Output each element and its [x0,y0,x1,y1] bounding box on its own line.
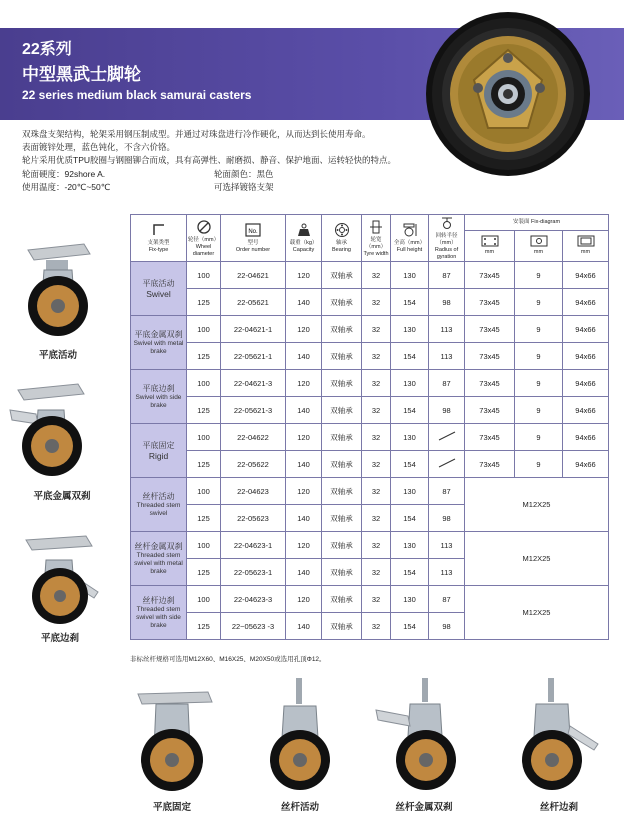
fixtype-en: Rigid [148,450,169,461]
tyre-width-icon [368,219,384,235]
caption-stem-metal-brake: 丝杆金属双刹 [395,802,453,813]
bearing-cell: 双轴承 [322,262,362,289]
capacity-cell: 140 [286,343,322,370]
bearing-icon [334,222,350,238]
height-cell: 154 [391,397,429,424]
unit-mm: mm [484,249,495,256]
height-cell: 130 [391,586,429,613]
plate-size-cell: 94x66 [563,451,609,478]
radius-cell [429,424,465,451]
fixtype-en: Threaded stem swivel with side brake [136,605,181,629]
header-width-label: 轮宽（mm） Tyre width [363,236,389,257]
radius-cell: 87 [429,586,465,613]
fix-size-cell: 73x45 [465,289,515,316]
width-cell: 32 [362,505,391,532]
header-diameter [187,215,221,262]
order-number-cell: 22-04623 [221,478,286,505]
radius-cell: 87 [429,370,465,397]
unit-mm: mm [580,249,591,256]
bearing-cell: 双轴承 [322,370,362,397]
header-height [391,215,429,262]
fix-size-cell: 73x45 [465,424,515,451]
plate-size-cell: 94x66 [563,316,609,343]
caption-rigid: 平底固定 [152,802,191,813]
bolt-hole-cell: 9 [515,289,563,316]
header-radius [429,215,465,262]
table-row [131,316,609,343]
hardness-text: 轮面硬度：92shore A. [22,168,106,179]
order-number-cell: 22-04623-1 [221,532,286,559]
width-cell: 32 [362,289,391,316]
capacity-cell: 120 [286,316,322,343]
stem-swivel-caster-image [262,676,338,792]
order-number-cell: 22-04623-3 [221,586,286,613]
fixtype-cn: 丝杆边刹 [142,595,175,605]
capacity-cell: 120 [286,586,322,613]
unit-mm: mm [533,249,544,256]
order-number-cell: 22-05621-3 [221,397,286,424]
fixtype-en: Swivel [146,288,171,299]
bearing-cell: 双轴承 [322,586,362,613]
fixtype-icon [151,222,167,238]
order-number-cell: 22-05623 [221,505,286,532]
diameter-cell: 125 [187,451,221,478]
order-number-cell: 22-04621 [221,262,286,289]
diameter-cell: 100 [187,370,221,397]
stem-metal-brake-caster-image [374,676,474,792]
bearing-cell: 双轴承 [322,478,362,505]
header-height-label: 全高（mm） Full height [393,240,426,253]
not-applicable-slash-icon [437,458,457,468]
order-number-icon-text: No. [248,229,258,235]
table-row [131,532,609,559]
height-cell: 154 [391,343,429,370]
diameter-icon [196,219,212,235]
bearing-cell: 双轴承 [322,343,362,370]
fix-size-cell: 73x45 [465,397,515,424]
header-order [221,215,286,262]
bolt-hole-cell: 9 [515,397,563,424]
header-bearing-label: 轴承 Bearing [332,240,351,253]
order-number-cell: 22-04621-3 [221,370,286,397]
order-number-cell: 22~05623 -3 [221,613,286,640]
bolt-hole-cell: 9 [515,370,563,397]
stem-side-brake-caster-image [518,676,600,792]
capacity-cell: 120 [286,424,322,451]
capacity-cell: 140 [286,505,322,532]
caption-stem-side-brake: 丝杆边刹 [539,802,578,813]
product-description [22,128,396,194]
height-cell: 154 [391,289,429,316]
order-number-cell: 22-05621 [221,289,286,316]
order-number-cell: 22-04621-1 [221,316,286,343]
order-number-cell: 22-05623-1 [221,559,286,586]
diameter-cell: 100 [187,532,221,559]
not-applicable-slash-icon [437,431,457,441]
height-cell: 130 [391,424,429,451]
table-row [131,262,609,289]
bolt-hole-cell: 9 [515,451,563,478]
fixtype-cn: 平底活动 [142,278,175,288]
thread-spec-cell: M12X25 [465,478,609,532]
width-cell: 32 [362,532,391,559]
diameter-cell: 100 [187,316,221,343]
bearing-cell: 双轴承 [322,316,362,343]
fixtype-en: Swivel with side brake [135,393,182,409]
footnote: 非标丝杆规格可选用M12X60、M16X25、M20X50或选用孔顶Φ12。 [130,656,326,663]
radius-cell: 98 [429,397,465,424]
height-cell: 130 [391,370,429,397]
header-fix-diagram-3 [563,230,609,261]
fix-size-cell: 73x45 [465,370,515,397]
bearing-cell: 双轴承 [322,289,362,316]
order-number-icon [244,222,262,238]
height-cell: 130 [391,532,429,559]
bearing-cell: 双轴承 [322,532,362,559]
table-row [131,424,609,451]
hero-wheel-image [424,10,592,178]
fixtype-cn: 平底边刹 [142,383,175,393]
header-fix-diagram-2 [515,230,563,261]
rigid-caster-image [128,690,216,794]
plating-text: 可选择镀铬支架 [214,181,274,192]
fixtype-cn: 丝杆金属双刹 [134,541,183,551]
radius-cell: 113 [429,532,465,559]
desc-line: 双珠盘支架结构，轮架采用钢压制成型。并通过对珠盘进行冷作硬化，从而达到长使用寿命。 [22,129,371,139]
diameter-cell: 100 [187,586,221,613]
width-cell: 32 [362,343,391,370]
fixtype-cell [131,424,187,478]
table-row [131,289,609,316]
header-bearing [322,215,362,262]
radius-icon [439,215,455,231]
plate-size-cell: 94x66 [563,289,609,316]
desc-line: 轮片采用优质TPU胶圈与钢圈铆合而成，具有高弹性、耐磨损、静音、保护地面、运转轻快的特点。 [22,155,397,166]
bearing-cell: 双轴承 [322,424,362,451]
diameter-cell: 125 [187,505,221,532]
radius-cell: 87 [429,478,465,505]
plate-size-icon [576,235,596,247]
capacity-cell: 120 [286,532,322,559]
fixtype-cn: 丝杆活动 [142,491,175,501]
temperature-text: 使用温度：-20℃~50℃ [22,181,111,192]
capacity-cell: 140 [286,289,322,316]
caption-stem-swivel: 丝杆活动 [280,802,319,813]
series-label: 22系列 [22,41,72,58]
height-cell: 154 [391,505,429,532]
weight-icon [296,222,312,238]
plate-size-cell: 94x66 [563,370,609,397]
table-row [131,451,609,478]
header-capacity-label: 载重（kg） Capacity [289,240,318,253]
fixtype-cell [131,262,187,316]
fixtype-cell [131,586,187,640]
diameter-cell: 125 [187,397,221,424]
header-fix-diagram-1 [465,230,515,261]
thread-spec-cell: M12X25 [465,586,609,640]
header-order-label: 型号 Order number [235,240,271,253]
full-height-icon [402,222,418,238]
table-row [131,397,609,424]
fixtype-en: Threaded stem swivel [136,501,181,517]
width-cell: 32 [362,613,391,640]
table-row [131,370,609,397]
caption-swivel: 平底活动 [38,350,77,361]
header-width [362,215,391,262]
header-fixtype-label: 支架类型 Fix-type [147,240,170,253]
fix-size-cell: 73x45 [465,451,515,478]
fixtype-cn: 平底金属双刹 [134,329,183,339]
fix-size-cell: 73x45 [465,343,515,370]
width-cell: 32 [362,424,391,451]
plate-size-cell: 94x66 [563,397,609,424]
diameter-cell: 100 [187,478,221,505]
order-number-cell: 22-05621-1 [221,343,286,370]
fixtype-cell [131,478,187,532]
capacity-cell: 140 [286,613,322,640]
diameter-cell: 125 [187,559,221,586]
title-en: 22 series medium black samurai casters [22,88,252,102]
capacity-cell: 140 [286,559,322,586]
bolt-hole-cell: 9 [515,424,563,451]
radius-cell: 113 [429,316,465,343]
bolt-hole-cell: 9 [515,262,563,289]
fixtype-en: Threaded stem swivel with metal brake [134,551,183,575]
caption-metal-brake: 平底金属双刹 [33,491,91,502]
height-cell: 130 [391,262,429,289]
color-text: 轮面颜色：黑色 [214,168,274,179]
fix-size-cell: 73x45 [465,316,515,343]
bearing-cell: 双轴承 [322,559,362,586]
capacity-cell: 140 [286,451,322,478]
height-cell: 130 [391,316,429,343]
fixtype-cell [131,316,187,370]
width-cell: 32 [362,316,391,343]
fix-size-cell: 73x45 [465,262,515,289]
radius-cell: 98 [429,505,465,532]
bolt-hole-cell: 9 [515,316,563,343]
order-number-cell: 22-05622 [221,451,286,478]
width-cell: 32 [362,586,391,613]
header-diameter-label: 轮径（mm） Wheel diameter [187,236,220,257]
diameter-cell: 100 [187,424,221,451]
diameter-cell: 100 [187,262,221,289]
bearing-cell: 双轴承 [322,505,362,532]
header-fixtype [131,215,187,262]
fixtype-en: Swivel with metal brake [133,339,184,355]
fixtype-cell [131,532,187,586]
height-cell: 130 [391,478,429,505]
side-brake-caster-image [20,532,100,628]
capacity-cell: 140 [286,397,322,424]
radius-cell: 87 [429,262,465,289]
width-cell: 32 [362,559,391,586]
diameter-cell: 125 [187,343,221,370]
capacity-cell: 120 [286,370,322,397]
width-cell: 32 [362,397,391,424]
width-cell: 32 [362,451,391,478]
order-number-cell: 22-04622 [221,424,286,451]
width-cell: 32 [362,478,391,505]
header-capacity [286,215,322,262]
radius-cell: 113 [429,343,465,370]
bolt-hole-cell: 9 [515,343,563,370]
swivel-caster-image [22,240,94,340]
title-cn: 中型黑武士脚轮 [22,65,141,84]
radius-cell: 98 [429,289,465,316]
fixtype-cell [131,370,187,424]
plate-diagram-icon [480,235,500,247]
table-row [131,343,609,370]
fixtype-cn: 平底固定 [142,440,175,450]
radius-cell: 113 [429,559,465,586]
bolt-hole-icon [529,235,549,247]
bearing-cell: 双轴承 [322,613,362,640]
plate-size-cell: 94x66 [563,343,609,370]
diameter-cell: 125 [187,613,221,640]
width-cell: 32 [362,262,391,289]
caption-side-brake: 平底边刹 [40,633,79,644]
width-cell: 32 [362,370,391,397]
radius-cell [429,451,465,478]
height-cell: 154 [391,559,429,586]
bearing-cell: 双轴承 [322,397,362,424]
table-row [131,478,609,505]
plate-size-cell: 94x66 [563,424,609,451]
height-cell: 154 [391,613,429,640]
radius-cell: 98 [429,613,465,640]
bearing-cell: 双轴承 [322,451,362,478]
height-cell: 154 [391,451,429,478]
desc-line: 表面镀锌处理，蓝色钝化，不含六价铬。 [22,142,176,153]
diameter-cell: 125 [187,289,221,316]
table-row [131,586,609,613]
spec-table [130,214,609,640]
header-install: 安装面 Fix-diagram [465,215,609,231]
header-radius-label: 回转半径（mm） Radius of gyration [434,233,459,260]
plate-size-cell: 94x66 [563,262,609,289]
capacity-cell: 120 [286,262,322,289]
capacity-cell: 120 [286,478,322,505]
metal-brake-caster-image [8,380,92,480]
thread-spec-cell: M12X25 [465,532,609,586]
